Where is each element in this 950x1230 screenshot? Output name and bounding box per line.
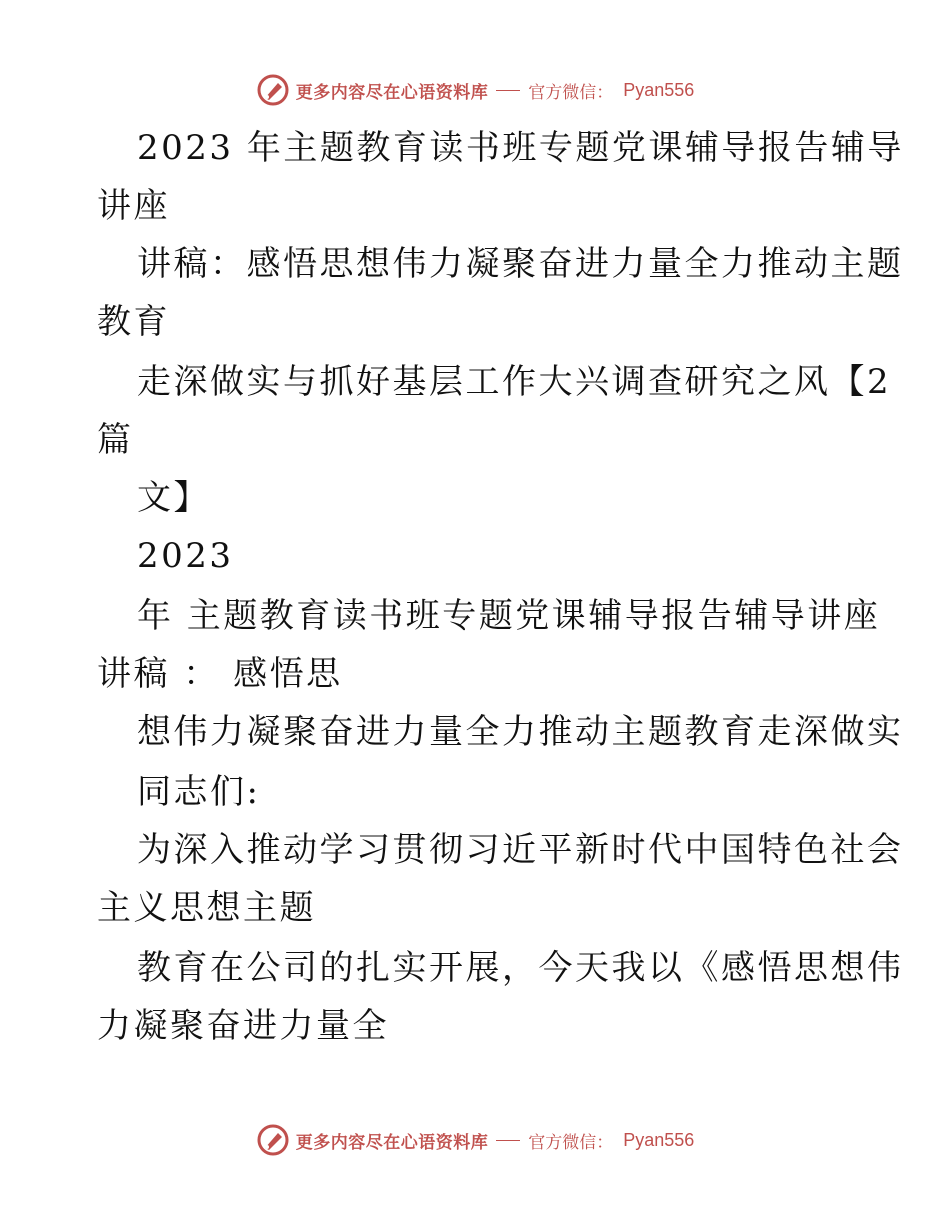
text-line: 文】 (137, 478, 210, 518)
watermark-banner-bottom (0, 1120, 950, 1160)
watermark-banner-top (0, 70, 950, 110)
pen-nib-logo-icon (256, 1123, 290, 1157)
text-line: 2023 年主题教育读书班专题党课辅导报告辅导 (137, 128, 904, 168)
text-line: 年 主题教育读书班专题党课辅导报告辅导讲座 (137, 596, 881, 636)
text-line: 讲稿 ： 感悟思 (97, 654, 343, 694)
watermark-wechat-id: Pyan556 (623, 79, 695, 100)
watermark-wechat-label: 官方微信： (528, 1132, 614, 1153)
text-line: 教育 (97, 302, 170, 342)
watermark-wechat-label: 官方微信： (528, 82, 614, 103)
watermark-dash (496, 1140, 520, 1141)
text-line: 为深入推动学习贯彻习近平新时代中国特色社会 (137, 830, 904, 870)
text-line: 讲稿：感悟思想伟力凝聚奋进力量全力推动主题 (137, 244, 904, 284)
text-line: 走深做实与抓好基层工作大兴调查研究之风【2 (137, 362, 892, 402)
watermark-text: 更多内容尽在心语资料库 (295, 1132, 489, 1153)
text-line: 2023 (137, 536, 234, 576)
pen-nib-logo-icon (256, 73, 290, 107)
watermark-wechat-id: Pyan556 (623, 1129, 695, 1150)
text-line: 主义思想主题 (97, 888, 316, 928)
text-line: 同志们: (137, 772, 261, 812)
text-line: 讲座 (97, 186, 170, 226)
watermark-dash (496, 90, 520, 91)
text-line: 篇 (97, 420, 134, 460)
watermark-text: 更多内容尽在心语资料库 (295, 82, 489, 103)
text-line: 想伟力凝聚奋进力量全力推动主题教育走深做实 (137, 712, 904, 752)
text-line: 力凝聚奋进力量全 (97, 1006, 389, 1046)
text-line: 教育在公司的扎实开展，今天我以《感悟思想伟 (137, 948, 904, 988)
